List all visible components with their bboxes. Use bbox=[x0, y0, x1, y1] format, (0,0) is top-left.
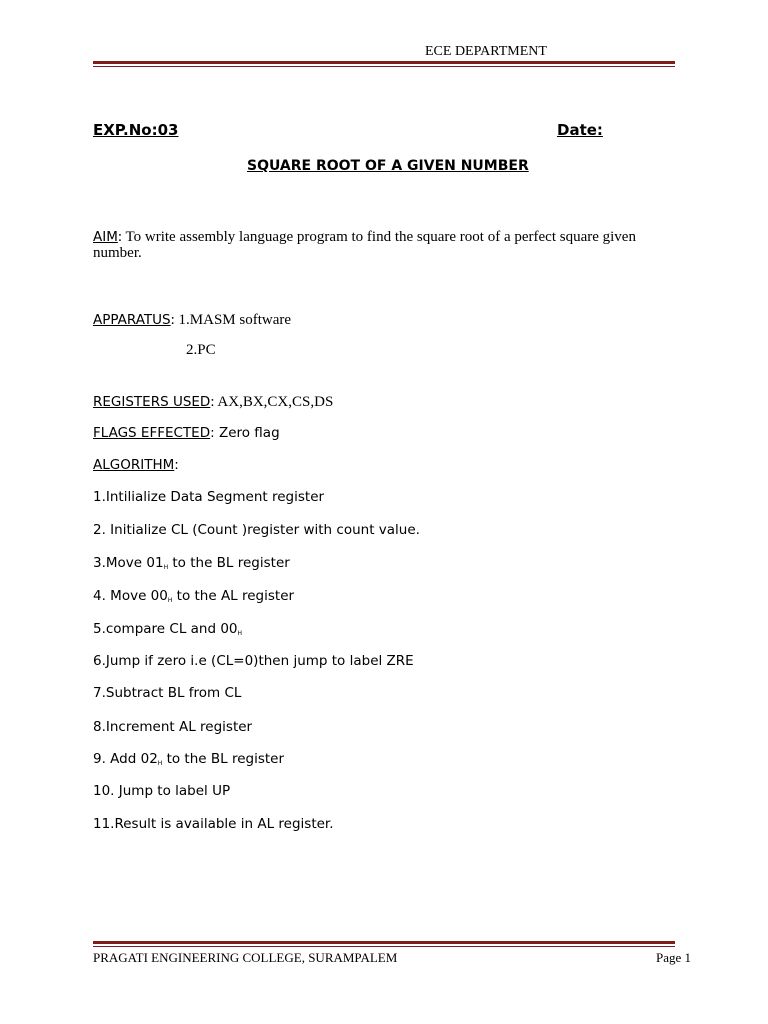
footer-rule-thin bbox=[93, 946, 675, 947]
step-3-text-a: 3.Move 01 bbox=[93, 555, 164, 571]
registers-value: : AX,BX,CX,CS,DS bbox=[210, 394, 334, 410]
page-title: SQUARE ROOT OF A GIVEN NUMBER bbox=[247, 158, 529, 174]
step-9-subscript: H bbox=[157, 760, 163, 767]
registers-label: REGISTERS USED bbox=[93, 394, 211, 410]
footer-page-number: Page 1 bbox=[656, 950, 692, 965]
algorithm-step-1: 1.Intilialize Data Segment register bbox=[93, 489, 325, 505]
algorithm-step-4 bbox=[93, 588, 294, 604]
algorithm-heading bbox=[93, 457, 179, 473]
algorithm-label: ALGORITHM bbox=[93, 457, 175, 473]
step-9-text-a: 9. Add 02 bbox=[93, 751, 158, 767]
algorithm-step-5 bbox=[93, 621, 242, 637]
registers-line bbox=[93, 391, 333, 411]
algorithm-step-3 bbox=[93, 555, 290, 571]
aim-text-2: number. bbox=[93, 245, 142, 261]
experiment-date-label: Date: bbox=[557, 121, 603, 139]
algorithm-step-6: 6.Jump if zero i.e (CL=0)then jump to label ZRE bbox=[93, 653, 414, 669]
apparatus-label: APPARATUS bbox=[93, 312, 171, 328]
apparatus-item-2: 2.PC bbox=[186, 342, 216, 358]
footer-rule-thick bbox=[93, 941, 675, 944]
algorithm-colon: : bbox=[174, 457, 179, 473]
algorithm-step-10: 10. Jump to label UP bbox=[93, 783, 231, 799]
step-3-subscript: H bbox=[163, 564, 169, 571]
step-3-text-b: to the BL register bbox=[168, 555, 290, 571]
header-rule-thin bbox=[93, 66, 675, 67]
aim-text-1: : To write assembly language program to find the square root of a perfect square given bbox=[117, 229, 636, 245]
flags-value: : Zero flag bbox=[210, 425, 280, 441]
step-4-subscript: H bbox=[167, 597, 173, 604]
algorithm-step-7: 7.Subtract BL from CL bbox=[93, 685, 242, 701]
flags-label: FLAGS EFFECTED bbox=[93, 425, 211, 441]
step-5-subscript: H bbox=[237, 630, 243, 637]
experiment-number: EXP.No:03 bbox=[93, 121, 179, 139]
algorithm-step-8: 8.Increment AL register bbox=[93, 719, 253, 735]
aim-line-1 bbox=[93, 226, 636, 246]
header-rule-thick bbox=[93, 61, 675, 64]
step-5-text-a: 5.compare CL and 00 bbox=[93, 621, 238, 637]
header-department: ECE DEPARTMENT bbox=[425, 44, 547, 59]
step-4-text-a: 4. Move 00 bbox=[93, 588, 168, 604]
aim-label: AIM bbox=[93, 229, 118, 245]
algorithm-step-2: 2. Initialize CL (Count )register with count value. bbox=[93, 522, 420, 538]
algorithm-step-11: 11.Result is available in AL register. bbox=[93, 816, 334, 832]
step-9-text-b: to the BL register bbox=[162, 751, 285, 767]
flags-line bbox=[93, 425, 280, 441]
apparatus-line-1 bbox=[93, 309, 291, 329]
footer-college: PRAGATI ENGINEERING COLLEGE, SURAMPALEM bbox=[93, 950, 398, 965]
step-4-text-b: to the AL register bbox=[172, 588, 295, 604]
algorithm-step-9 bbox=[93, 751, 284, 767]
apparatus-item-1: : 1.MASM software bbox=[170, 312, 292, 328]
